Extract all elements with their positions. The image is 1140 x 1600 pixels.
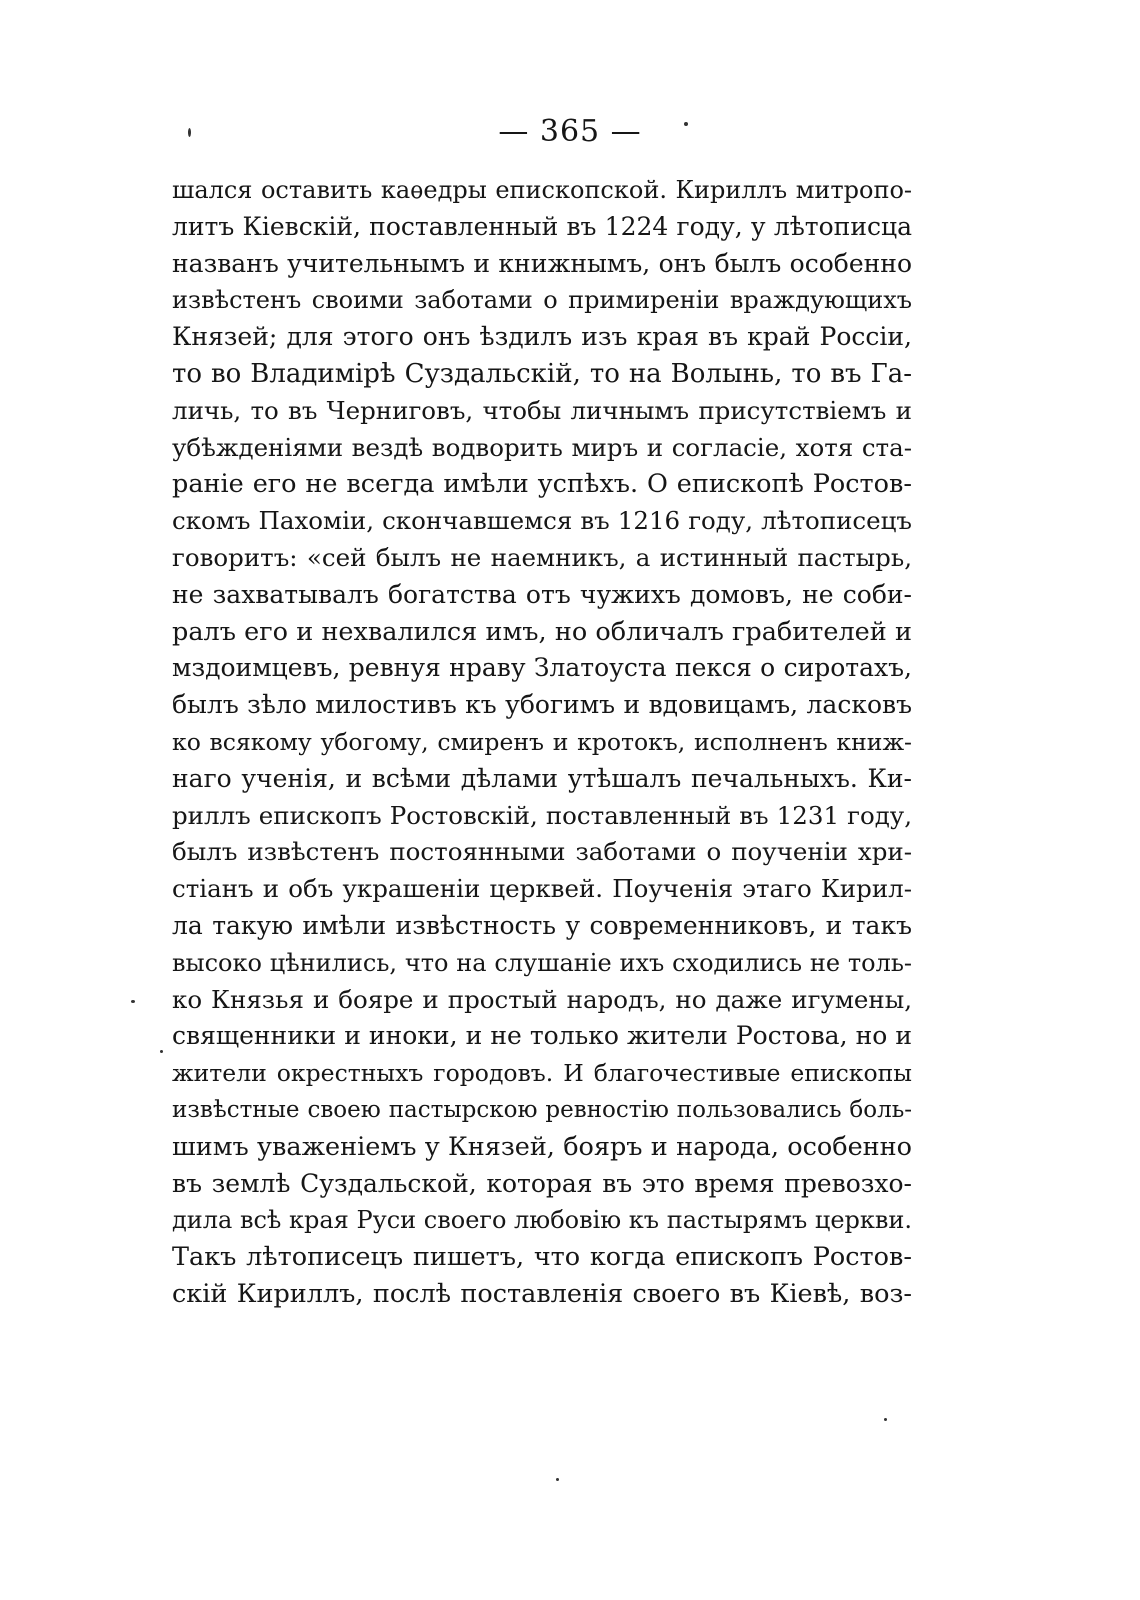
text-line: ла такую имѣли извѣстность у современниковъ, и такъ [172, 910, 912, 940]
text-line: священники и иноки, и не только жители Ростова, но и [172, 1021, 912, 1051]
text-line: Князей; для этого онъ ѣздилъ изъ края въ край Россіи, [172, 322, 912, 352]
text-line: высоко цѣнились, что на слушаніе ихъ сходились не толь- [172, 948, 912, 977]
page-number: — 365 — [498, 114, 642, 149]
text-line: въ землѣ Суздальской, которая въ это время превозхо- [172, 1168, 912, 1198]
text-line: шался оставить каѳедры епископской. Кириллъ митропо- [172, 176, 912, 204]
scan-speck [684, 122, 688, 126]
text-line: ко всякому убогому, смиренъ и кротокъ, исполненъ книж- [172, 727, 912, 756]
text-line: названъ учительнымъ и книжнымъ, онъ былъ особенно [172, 248, 912, 278]
text-line: риллъ епископъ Ростовскій, поставленный въ 1231 году, [172, 800, 912, 830]
text-line: раніе его не всегда имѣли успѣхъ. О епископѣ Ростов- [172, 469, 912, 500]
text-line: ко Князья и бояре и простый народъ, но даже игумены, [172, 984, 912, 1014]
text-line: скомъ Пахоміи, скончавшемся въ 1216 году, лѣтописецъ [172, 506, 912, 536]
text-line: Такъ лѣтописецъ пишетъ, что когда епископъ Ростов- [172, 1242, 912, 1273]
text-line: то во Владимірѣ Суздальскій, то на Волынь, то въ Га- [172, 358, 912, 389]
body-text [172, 172, 912, 1313]
text-line: извѣстные своею пастырскою ревностію пользовались боль- [172, 1096, 912, 1123]
text-line: шимъ уваженіемъ у Князей, бояръ и народа, особенно [172, 1131, 912, 1162]
scan-speck [556, 1478, 559, 1481]
text-line: извѣстенъ своими заботами о примиреніи враждующихъ [172, 286, 912, 315]
text-line: не захватывалъ богатства отъ чужихъ домовъ, не соби- [172, 579, 912, 609]
scan-speck [884, 1418, 887, 1421]
text-line: стіанъ и объ украшеніи церквей. Поученія этаго Кирил- [172, 874, 912, 904]
scan-speck [131, 1000, 135, 1003]
scan-speck [160, 1050, 163, 1053]
text-line: личь, то въ Черниговъ, чтобы личнымъ присутствіемъ и [172, 395, 912, 425]
text-line: былъ зѣло милостивъ къ убогимъ и вдовицамъ, ласковъ [172, 690, 912, 720]
text-line: дила всѣ края Руси своего любовію къ пастырямъ церкви. [172, 1206, 912, 1235]
scan-speck [188, 128, 191, 137]
text-line: мздоимцевъ, ревнуя нраву Златоуста пекся о сиротахъ, [172, 653, 912, 683]
text-line: литъ Кіевскій, поставленный въ 1224 году, у лѣтописца [172, 211, 912, 241]
text-line: ралъ его и нехвалился имъ, но обличалъ грабителей и [172, 616, 912, 647]
text-line: наго ученія, и всѣми дѣлами утѣшалъ печальныхъ. Ки- [172, 763, 912, 793]
text-line: жители окрестныхъ городовъ. И благочестивые епископы [172, 1059, 912, 1088]
text-line: скій Кириллъ, послѣ поставленія своего въ Кіевѣ, воз- [172, 1278, 912, 1309]
text-line: былъ извѣстенъ постоянными заботами о поученіи хри- [172, 837, 912, 867]
text-line: говоритъ: «сей былъ не наемникъ, а истинный пастырь, [172, 542, 912, 572]
text-line: убѣжденіями вездѣ водворить миръ и согласіе, хотя ста- [172, 432, 912, 462]
